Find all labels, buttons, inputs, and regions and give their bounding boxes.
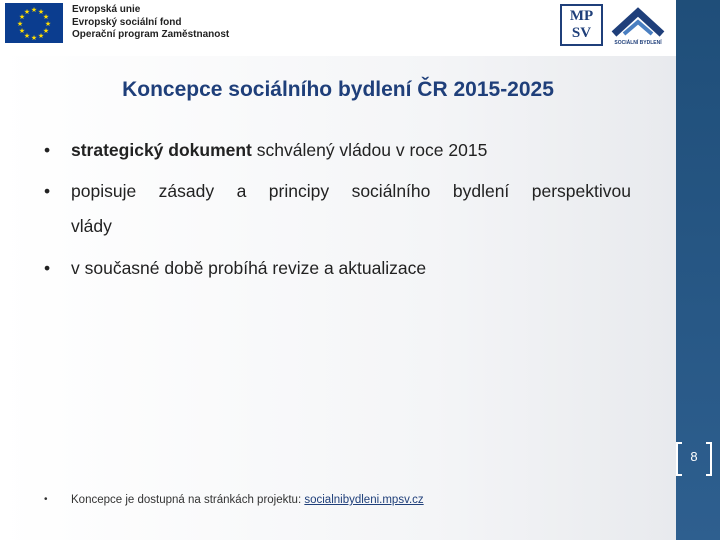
eu-flag-icon <box>5 3 63 43</box>
bullet-text: popisuje zásady a principy sociálního bydlení perspektivou <box>71 181 631 201</box>
svg-text:★: ★ <box>23 8 31 16</box>
svg-text:★: ★ <box>23 32 31 40</box>
footnote-bullet: • <box>44 494 48 505</box>
footnote-link[interactable]: socialnibydleni.mpsv.cz <box>304 494 424 506</box>
eu-stars-icon <box>5 3 63 43</box>
social-housing-caption: SOCIÁLNÍ BYDLENÍ <box>614 40 662 46</box>
header <box>0 0 676 56</box>
bullet-continuation: vlády <box>71 216 112 236</box>
footnote-text <box>71 494 424 506</box>
svg-text:★: ★ <box>18 13 26 21</box>
svg-text:★: ★ <box>18 27 26 35</box>
mpsv-logo <box>560 4 603 46</box>
bullet-bold-text: strategický dokument <box>71 140 252 160</box>
svg-text:★: ★ <box>30 6 38 14</box>
page-number: 8 <box>690 449 698 464</box>
eu-line: Operační program Zaměstnanost <box>72 29 230 40</box>
mpsv-logo-line: SV <box>571 25 592 41</box>
eu-line: Evropský sociální fond <box>72 16 182 28</box>
svg-text:★: ★ <box>42 27 50 35</box>
eu-text-block <box>72 4 229 42</box>
eu-line: Evropská unie <box>72 4 141 15</box>
mpsv-logo-line: MP <box>569 8 594 24</box>
svg-text:★: ★ <box>30 34 38 42</box>
bullet-rest-text: schválený vládou v roce 2015 <box>251 140 488 160</box>
bullet-dot: • <box>44 140 51 160</box>
svg-text:★: ★ <box>16 20 24 28</box>
bullet-text <box>71 132 631 168</box>
svg-text:★: ★ <box>42 13 50 21</box>
bullet-dot: • <box>44 181 51 201</box>
svg-text:★: ★ <box>44 20 52 28</box>
bullet-text: v současné době probíhá revize a aktualizace <box>71 258 427 278</box>
bullet-dot: • <box>44 258 51 278</box>
svg-text:★: ★ <box>37 32 45 40</box>
slide-title: Koncepce sociálního bydlení ČR 2015-2025 <box>122 78 554 101</box>
svg-text:★: ★ <box>37 8 45 16</box>
footnote-label: Koncepce je dostupná na stránkách projektu: <box>71 494 305 506</box>
